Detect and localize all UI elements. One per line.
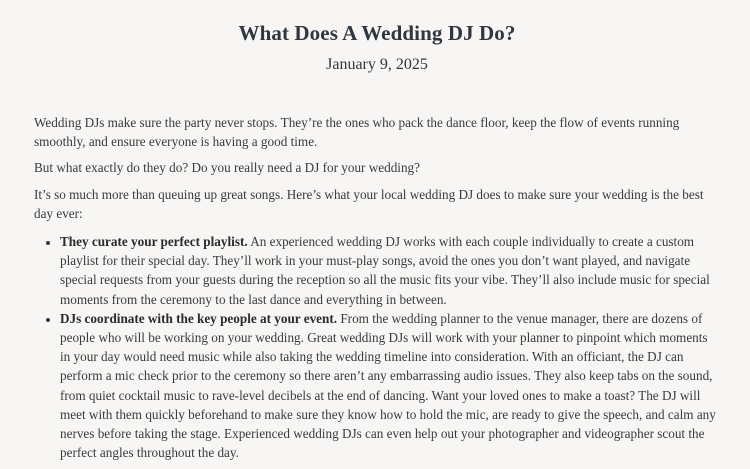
paragraph: It’s so much more than queuing up great songs. Here’s what your local wedding DJ does to make sure your wedding is the best day ever: — [34, 186, 704, 221]
bullet-text: An experienced wedding DJ works with each couple individually to create a custom playlist for their special day. They’ll work in your must-play songs, avoid the ones you don’t want played, and navigate special requests from your guests during the reception so all the music fits your vibe. They’ll also include music for special moments from the ceremony to the last dance and everything in between. — [60, 234, 710, 307]
bullet-item — [60, 232, 720, 309]
bullet-heading: DJs coordinate with the key people at your event. — [60, 310, 338, 326]
bullet-heading: They curate your perfect playlist. — [60, 234, 248, 250]
article-date: January 9, 2025 — [326, 56, 428, 73]
bullet-list — [34, 232, 720, 462]
article-title: What Does A Wedding DJ Do? — [238, 21, 516, 45]
paragraph: Wedding DJs make sure the party never stops. They’re the ones who pack the dance floor, keep the flow of events running smoothly, and ensure everyone is having a good time. — [34, 115, 680, 150]
article-body — [34, 113, 720, 462]
paragraph: But what exactly do they do? Do you really need a DJ for your wedding? — [34, 160, 420, 176]
bullet-text: From the wedding planner to the venue manager, there are dozens of people who will be working on your wedding. Great wedding DJs will work with your planner to pinpoint which moments in your day would need music while also taking the wedding timeline into consideration. With an officiant, the DJ can perform a mic check prior to the ceremony so there aren’t any embarrassing audio issues. They also keep tabs on the sound, from quiet cocktail music to rave-level decibels at the end of dancing. Want your loved ones to make a toast? The DJ will meet with them quickly beforehand to make sure they know how to hold the mic, are ready to give the speech, and calm any nerves before taking the stage. Experienced wedding DJs can even help out your photographer and videographer scout the perfect angles throughout the day. — [60, 310, 716, 461]
bullet-item — [60, 309, 720, 463]
